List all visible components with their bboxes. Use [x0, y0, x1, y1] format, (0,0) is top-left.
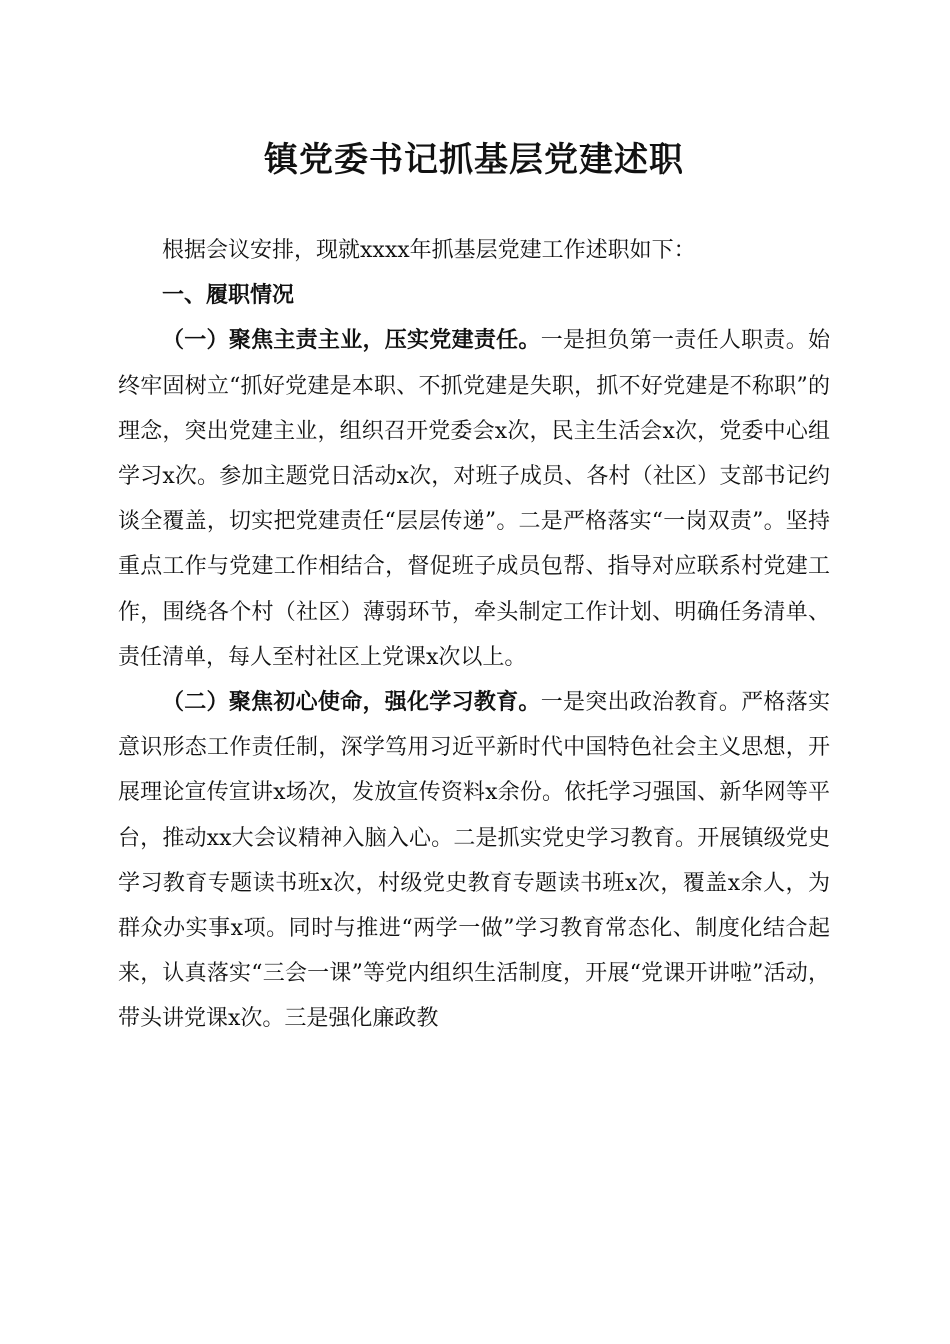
paragraph-2 — [118, 680, 830, 1042]
document-body — [118, 228, 830, 1042]
intro-paragraph: 根据会议安排，现就xxxx年抓基层党建工作述职如下： — [162, 238, 696, 263]
paragraph-2-lead: （二）聚焦初心使命，强化学习教育。 — [162, 689, 541, 716]
paragraph-1 — [118, 318, 830, 680]
paragraph-1-text: 一是担负第一责任人职责。始终牢固树立“抓好党建是本职、不抓党建是失职，抓不好党建是不称职”的理念，突出党建主业，组织召开党委会x次，民主生活会x次，党委中心组学习x次。参加主题党日活动x次，对班子成员、各村（社区）支部书记约谈全覆盖，切实把党建责任“层层传递”。二是严格落实“一岗双责”。坚持重点工作与党建工作相结合，督促班子成员包帮、指导对应联系村党建工作，围绕各个村（社区）薄弱环节，牵头制定工作计划、明确任务清单、责任清单，每人至村社区上党课x次以上。 — [118, 328, 830, 670]
section-heading: 一、履职情况 — [162, 283, 295, 309]
paragraph-1-lead: （一）聚焦主责主业，压实党建责任。 — [162, 327, 541, 354]
document-title: 镇党委书记抓基层党建述职 — [264, 140, 684, 180]
paragraph-2-text: 一是突出政治教育。严格落实意识形态工作责任制，深学笃用习近平新时代中国特色社会主义思想，开展理论宣传宣讲x场次，发放宣传资料x余份。依托学习强国、新华网等平台，推动xx大会议精神入脑入心。二是抓实党史学习教育。开展镇级党史学习教育专题读书班x次，村级党史教育专题读书班x次，覆盖x余人，为群众办实事x项。同时与推进“两学一做”学习教育常态化、制度化结合起来，认真落实“三会一课”等党内组织生活制度，开展“党课开讲啦”活动，带头讲党课x次。三是强化廉政教 — [118, 690, 830, 1032]
